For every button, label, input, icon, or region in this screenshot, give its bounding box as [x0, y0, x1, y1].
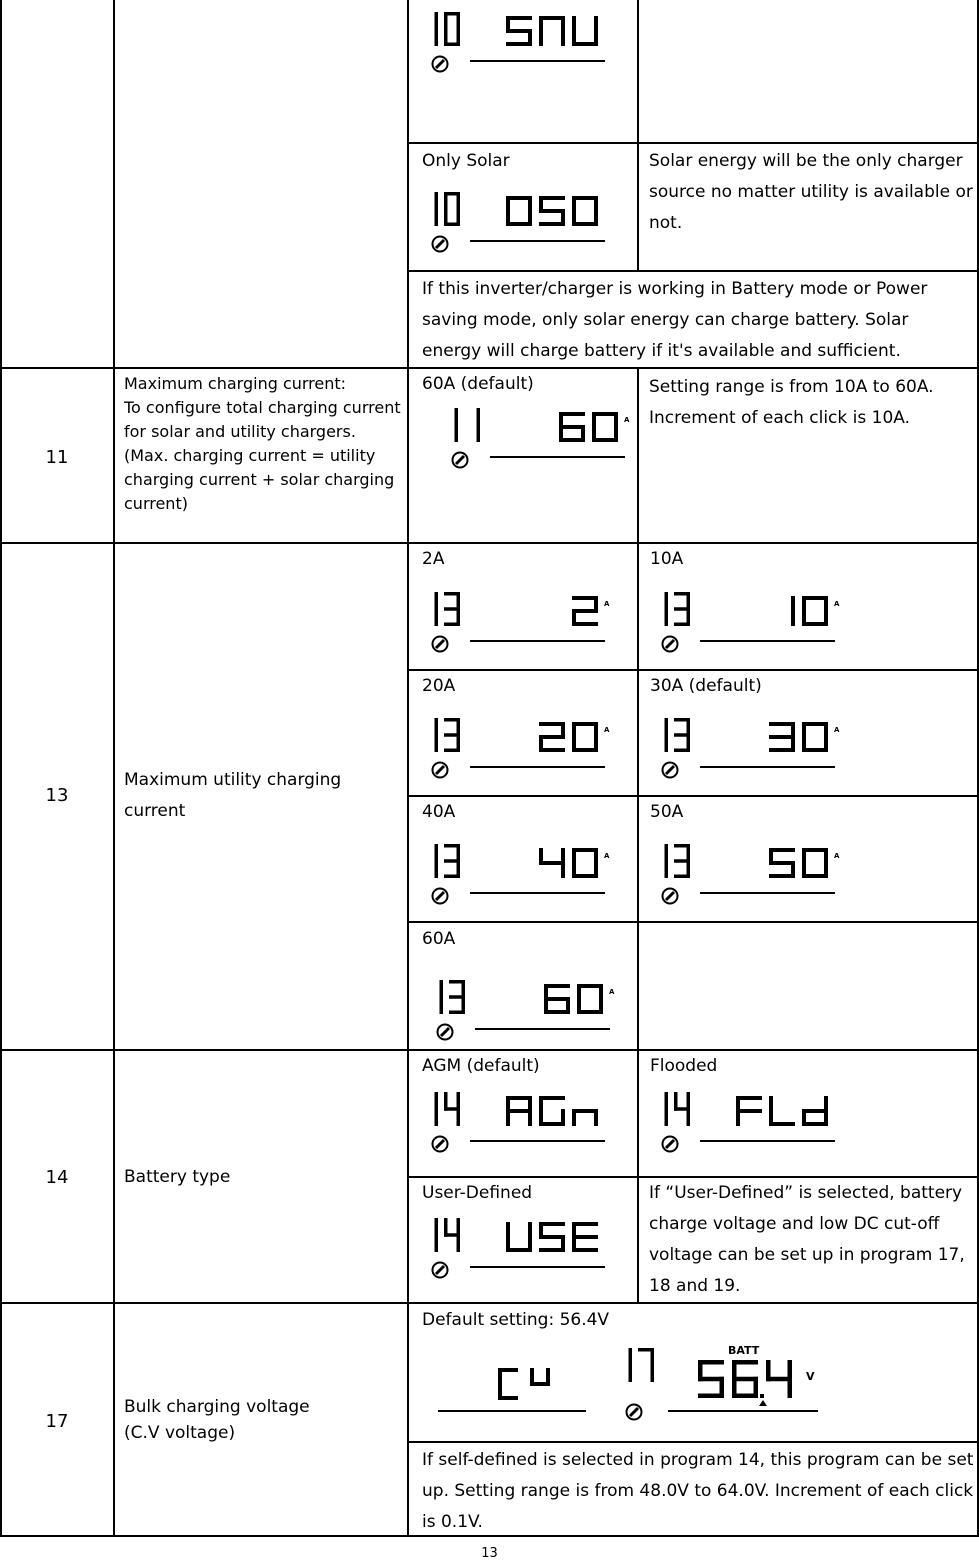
lcd-unit: A: [604, 600, 610, 608]
setting-wrench-icon: [663, 889, 678, 904]
lcd-underline: [700, 766, 835, 768]
lcd-value: [506, 1222, 598, 1252]
option-description: If “User-Defined” is selected, battery charge voltage and low DC cut-off voltage can be set up in program 17, 18 and 19.: [649, 1183, 965, 1296]
option-label: 60A (default): [422, 374, 534, 394]
option-label: 50A: [650, 802, 684, 822]
lcd-program-code: [455, 408, 481, 442]
setting-wrench-icon: [627, 1405, 642, 1420]
lcd-underline: [470, 1266, 605, 1268]
lcd-underline: [470, 640, 605, 642]
option-label: User-Defined: [422, 1183, 533, 1203]
program-title-line: (C.V voltage): [124, 1423, 236, 1443]
program-title: Maximum utility charging current: [124, 770, 342, 821]
lcd-display: [440, 406, 640, 474]
lcd-program-code: [435, 844, 461, 878]
lcd-underline: [438, 1410, 586, 1412]
lcd-value: [769, 848, 828, 878]
option-description: Solar energy will be the only charger source no matter utility is available or not.: [649, 151, 973, 233]
option-label: AGM (default): [422, 1056, 540, 1076]
lcd-unit: A: [834, 852, 840, 860]
program-note: If this inverter/charger is working in Battery mode or Power saving mode, only solar energy can charge battery. Solar energy will charge battery if it's available and sufficient.: [422, 279, 928, 361]
setting-wrench-icon: [453, 453, 468, 468]
lcd-underline: [490, 456, 625, 458]
lcd-unit: A: [609, 988, 615, 996]
option-label: 2A: [422, 549, 445, 569]
lcd-display: [650, 1090, 850, 1158]
lcd-program-code: [435, 1092, 461, 1126]
lcd-display: [420, 1216, 620, 1284]
option-label: Only Solar: [422, 151, 510, 171]
lcd-program-code: [665, 718, 691, 752]
lcd-unit: A: [604, 852, 610, 860]
program-title-text: Maximum charging current:: [124, 374, 347, 393]
lcd-display: [420, 842, 620, 910]
lcd-program-code: [629, 1348, 655, 1382]
lcd-display: [650, 842, 850, 910]
lcd-underline: [668, 1410, 818, 1412]
page-number: 13: [481, 1546, 498, 1561]
lcd-display: [420, 1090, 620, 1158]
lcd-underline: [470, 766, 605, 768]
setting-wrench-icon: [433, 237, 448, 252]
lcd-program-code: [435, 1218, 461, 1252]
setting-wrench-icon: [663, 637, 678, 652]
program-title-line: Bulk charging voltage: [124, 1397, 310, 1417]
lcd-unit: A: [624, 416, 630, 424]
lcd-unit: A: [834, 600, 840, 608]
setting-wrench-icon: [663, 763, 678, 778]
lcd-value: [539, 722, 598, 752]
lcd-program-code: [440, 980, 466, 1014]
setting-wrench-icon: [433, 889, 448, 904]
program-number: 17: [45, 1411, 69, 1432]
program-note: Setting range is from 10A to 60A. Increment of each click is 10A.: [649, 377, 934, 428]
option-label: 10A: [650, 549, 684, 569]
lcd-unit: A: [604, 726, 610, 734]
lcd-underline: [470, 60, 605, 62]
setting-wrench-icon: [433, 57, 448, 72]
lcd-display: [420, 10, 620, 78]
setting-wrench-icon: [433, 1137, 448, 1152]
lcd-program-code: [665, 1092, 691, 1126]
lcd-underline: [475, 1028, 610, 1030]
lcd-program-code: [435, 192, 461, 226]
option-label: 60A: [422, 929, 456, 949]
lcd-value: [559, 412, 618, 442]
option-label: 20A: [422, 676, 456, 696]
lcd-display: [420, 716, 620, 784]
lcd-value: [791, 596, 828, 626]
lcd-display: [420, 590, 620, 658]
lcd-program-code: [665, 592, 691, 626]
lcd-unit: A: [834, 726, 840, 734]
lcd-program-code: [435, 718, 461, 752]
setting-wrench-icon: [663, 1137, 678, 1152]
lcd-underline: [700, 640, 835, 642]
program-number: 11: [45, 447, 69, 468]
lcd-prefix: [498, 1368, 550, 1400]
lcd-value: [572, 596, 598, 626]
lcd-batt-indicator: BATT: [728, 1344, 760, 1357]
program-note: If self-defined is selected in program 14, this program can be set up. Setting range is from 48.0V to 64.0V. Increment of each click is 0.1V.: [422, 1450, 974, 1532]
option-label: Flooded: [650, 1056, 718, 1076]
lcd-program-code: [665, 844, 691, 878]
lcd-cursor-arrow: [759, 1400, 767, 1406]
lcd-value: [506, 1096, 598, 1126]
lcd-display: [650, 716, 850, 784]
lcd-value: [698, 1360, 792, 1398]
lcd-value: [544, 984, 603, 1014]
lcd-value: [506, 16, 598, 46]
lcd-unit: V: [806, 1370, 815, 1383]
option-label: 40A: [422, 802, 456, 822]
program-title: [124, 1394, 310, 1446]
setting-wrench-icon: [433, 763, 448, 778]
lcd-underline: [470, 1140, 605, 1142]
lcd-display: [420, 190, 620, 258]
lcd-value: [769, 722, 828, 752]
default-setting-label: Default setting: 56.4V: [422, 1310, 610, 1330]
program-number: 14: [45, 1167, 69, 1188]
program-title: Battery type: [124, 1167, 231, 1187]
program-description: To configure total charging current for solar and utility chargers.: [124, 398, 401, 441]
lcd-program-code: [435, 592, 461, 626]
program-title: [124, 372, 406, 516]
setting-wrench-icon: [433, 1263, 448, 1278]
program-number: 13: [45, 785, 69, 806]
lcd-underline: [700, 1140, 835, 1142]
lcd-program-code: [435, 12, 461, 46]
lcd-value: [506, 196, 598, 226]
program-formula: (Max. charging current = utility charging current + solar charging current): [124, 446, 395, 513]
lcd-display: [650, 590, 850, 658]
setting-wrench-icon: [438, 1025, 453, 1040]
lcd-display: [425, 978, 625, 1046]
lcd-underline: [470, 892, 605, 894]
setting-wrench-icon: [433, 637, 448, 652]
lcd-value: [736, 1096, 828, 1126]
option-label: 30A (default): [650, 676, 762, 696]
lcd-value: [539, 848, 598, 878]
lcd-underline: [470, 240, 605, 242]
lcd-voltage-display: [436, 1342, 836, 1422]
lcd-underline: [700, 892, 835, 894]
